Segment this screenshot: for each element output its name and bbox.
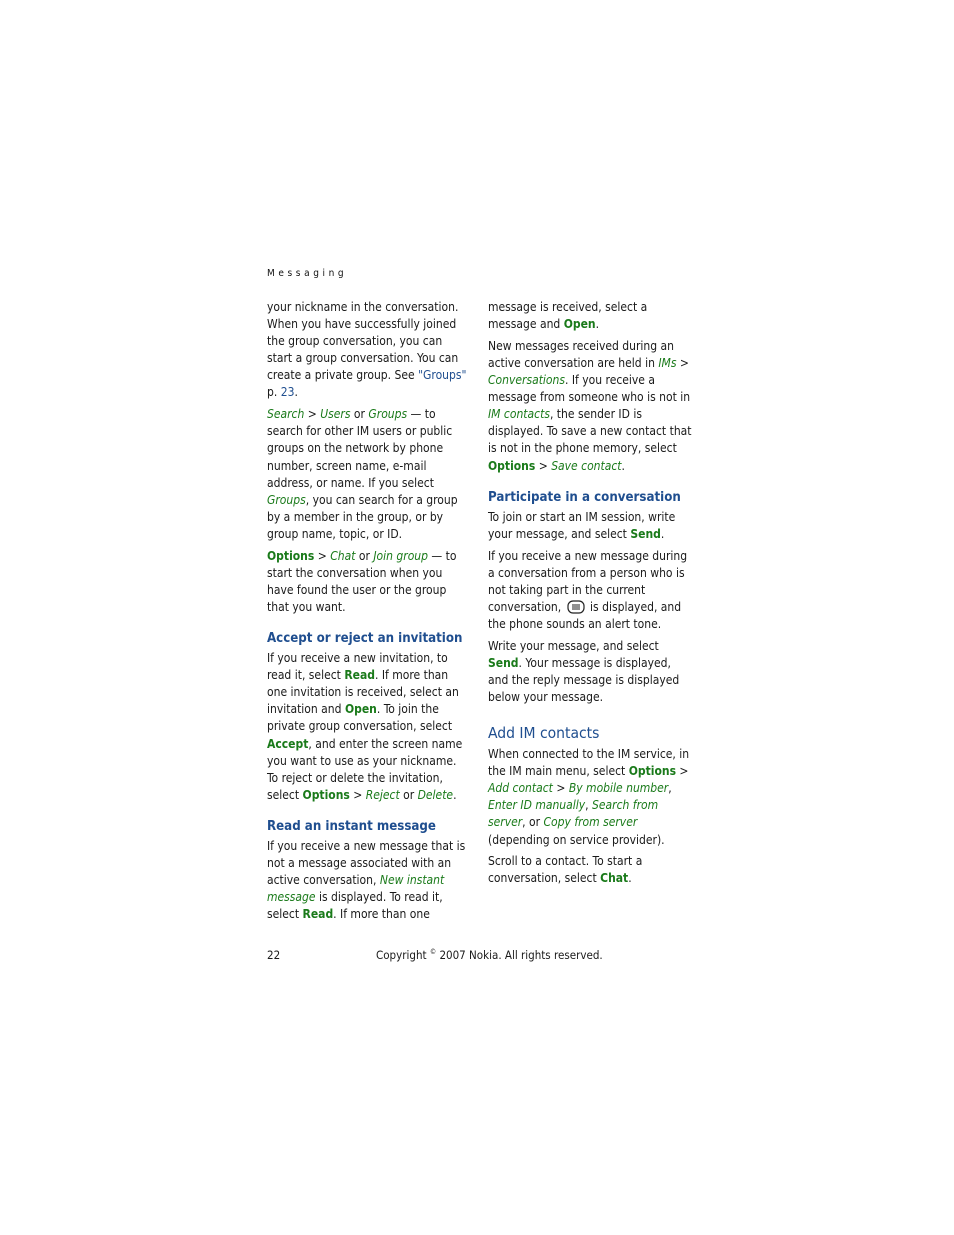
menu-add-contact: Add contact <box>488 781 553 796</box>
option-read: Read <box>344 668 375 683</box>
text: . <box>621 458 625 473</box>
option-options: Options <box>488 458 536 473</box>
paragraph <box>267 548 469 616</box>
paragraph <box>267 299 469 402</box>
text: Write your message, and select <box>488 638 659 653</box>
text: is displayed. To read it, select <box>267 890 443 922</box>
menu-join-group: Join group <box>373 548 428 563</box>
menu-search: Search <box>267 407 305 422</box>
text: Scroll to a contact. To start a conversation, select <box>488 854 643 886</box>
menu-chat: Chat <box>330 548 356 563</box>
heading-accept-invitation: Accept or reject an invitation <box>267 631 463 647</box>
right-column <box>488 299 692 892</box>
paragraph <box>267 650 469 804</box>
option-accept: Accept <box>267 736 309 751</box>
menu-search-server: Search from server <box>488 798 659 830</box>
text: , <box>585 798 593 813</box>
text: — to start the conversation when you have found the user or the group that you want. <box>267 548 457 614</box>
paragraph <box>488 338 692 475</box>
option-open: Open <box>563 317 596 332</box>
text: > <box>304 407 321 422</box>
message-icon <box>567 600 585 614</box>
page-number: 22 <box>267 948 281 962</box>
text: > <box>676 355 689 370</box>
text: is displayed, and the phone sounds an alert tone. <box>488 599 682 631</box>
option-send: Send <box>630 526 661 541</box>
paragraph <box>488 746 692 849</box>
page-link[interactable]: 23 <box>280 385 295 400</box>
menu-save-contact: Save contact <box>551 458 622 473</box>
groups-link[interactable]: "Groups" <box>418 368 467 383</box>
text: , <box>668 781 672 796</box>
paragraph <box>488 638 692 706</box>
text: New messages received during an active conversation are held in <box>488 338 674 370</box>
left-column <box>267 299 469 928</box>
text: If you receive a new invitation, to read it, select <box>267 651 448 683</box>
text: . <box>660 526 665 541</box>
option-open: Open <box>344 702 377 717</box>
text: Copyright <box>376 948 430 962</box>
text: > <box>535 458 552 473</box>
text: . If you receive a message from someone who is not in <box>488 373 691 405</box>
copyright <box>376 948 603 962</box>
text: . If more than one invitation is received, select an invitation and <box>267 668 459 717</box>
text: > <box>552 781 569 796</box>
heading-add-contacts: Add IM contacts <box>488 724 600 743</box>
text: or <box>355 548 374 563</box>
option-options: Options <box>267 548 315 563</box>
paragraph <box>267 838 469 923</box>
text: , or <box>522 815 544 830</box>
text: 2007 Nokia. All rights reserved. <box>436 948 603 962</box>
copyright-symbol: © <box>429 948 437 957</box>
option-read: Read <box>302 907 334 922</box>
text: . Your message is displayed, and the reply message is displayed below your message. <box>488 655 680 704</box>
text: . <box>294 385 298 400</box>
paragraph <box>488 853 692 887</box>
menu-enter-id: Enter ID manually <box>488 798 586 813</box>
text: your nickname in the conversation. When you have successfully joined the group conversation, you can start a group conversation. You can create a private group. See <box>267 300 459 383</box>
text: If you receive a new message that is not a message associated with an active conversation, <box>267 838 466 888</box>
text: . If more than one <box>333 907 430 922</box>
text: or <box>350 407 369 422</box>
menu-users: Users <box>320 407 351 422</box>
menu-ims: IMs <box>658 355 677 370</box>
option-options: Options <box>302 787 350 802</box>
text: (depending on service provider). <box>488 832 665 847</box>
menu-copy-server: Copy from server <box>543 815 638 830</box>
option-options: Options <box>628 764 676 779</box>
heading-participate: Participate in a conversation <box>488 489 681 505</box>
menu-new-instant-message: New instant message <box>267 873 445 905</box>
text: p. <box>267 385 281 400</box>
text: . <box>628 871 632 886</box>
text: — to search for other IM users or public groups on the network by phone number, screen name, e-mail address, or name. If you select <box>267 407 453 490</box>
text: When connected to the IM service, in the IM main menu, select <box>488 747 690 779</box>
text: . <box>453 787 457 802</box>
text: message is received, select a message and <box>488 300 648 332</box>
menu-im-contacts: IM contacts <box>488 407 550 422</box>
heading-read-message: Read an instant message <box>267 818 436 834</box>
paragraph <box>488 509 692 543</box>
option-chat: Chat <box>600 871 629 886</box>
text: . To join the private group conversation, select <box>267 702 453 734</box>
menu-reject: Reject <box>365 787 400 802</box>
menu-groups: Groups <box>267 492 306 507</box>
paragraph <box>267 406 469 543</box>
text: . <box>595 317 600 332</box>
section-header: Messaging <box>267 268 348 279</box>
option-send: Send <box>488 655 519 670</box>
text: , and enter the screen name you want to use as your nickname. To reject or delete the invitation, select <box>267 736 463 802</box>
text: If you receive a new message during a conversation from a person who is not taking part in the current conversation, <box>488 548 688 614</box>
text: or <box>399 787 418 802</box>
menu-conversations: Conversations <box>488 373 565 388</box>
menu-by-mobile-number: By mobile number <box>568 781 669 796</box>
menu-delete: Delete <box>417 787 454 802</box>
text: , you can search for a group by a member in the group, or by group name, topic, or ID. <box>267 492 458 541</box>
text: , the sender ID is displayed. To save a new contact that is not in the phone memory, select <box>488 407 692 456</box>
text: > <box>676 764 689 779</box>
menu-groups: Groups <box>368 407 408 422</box>
paragraph <box>488 299 692 333</box>
text: To join or start an IM session, write your message, and select <box>488 509 676 541</box>
text: > <box>314 548 331 563</box>
text: > <box>349 787 366 802</box>
paragraph <box>488 548 692 633</box>
